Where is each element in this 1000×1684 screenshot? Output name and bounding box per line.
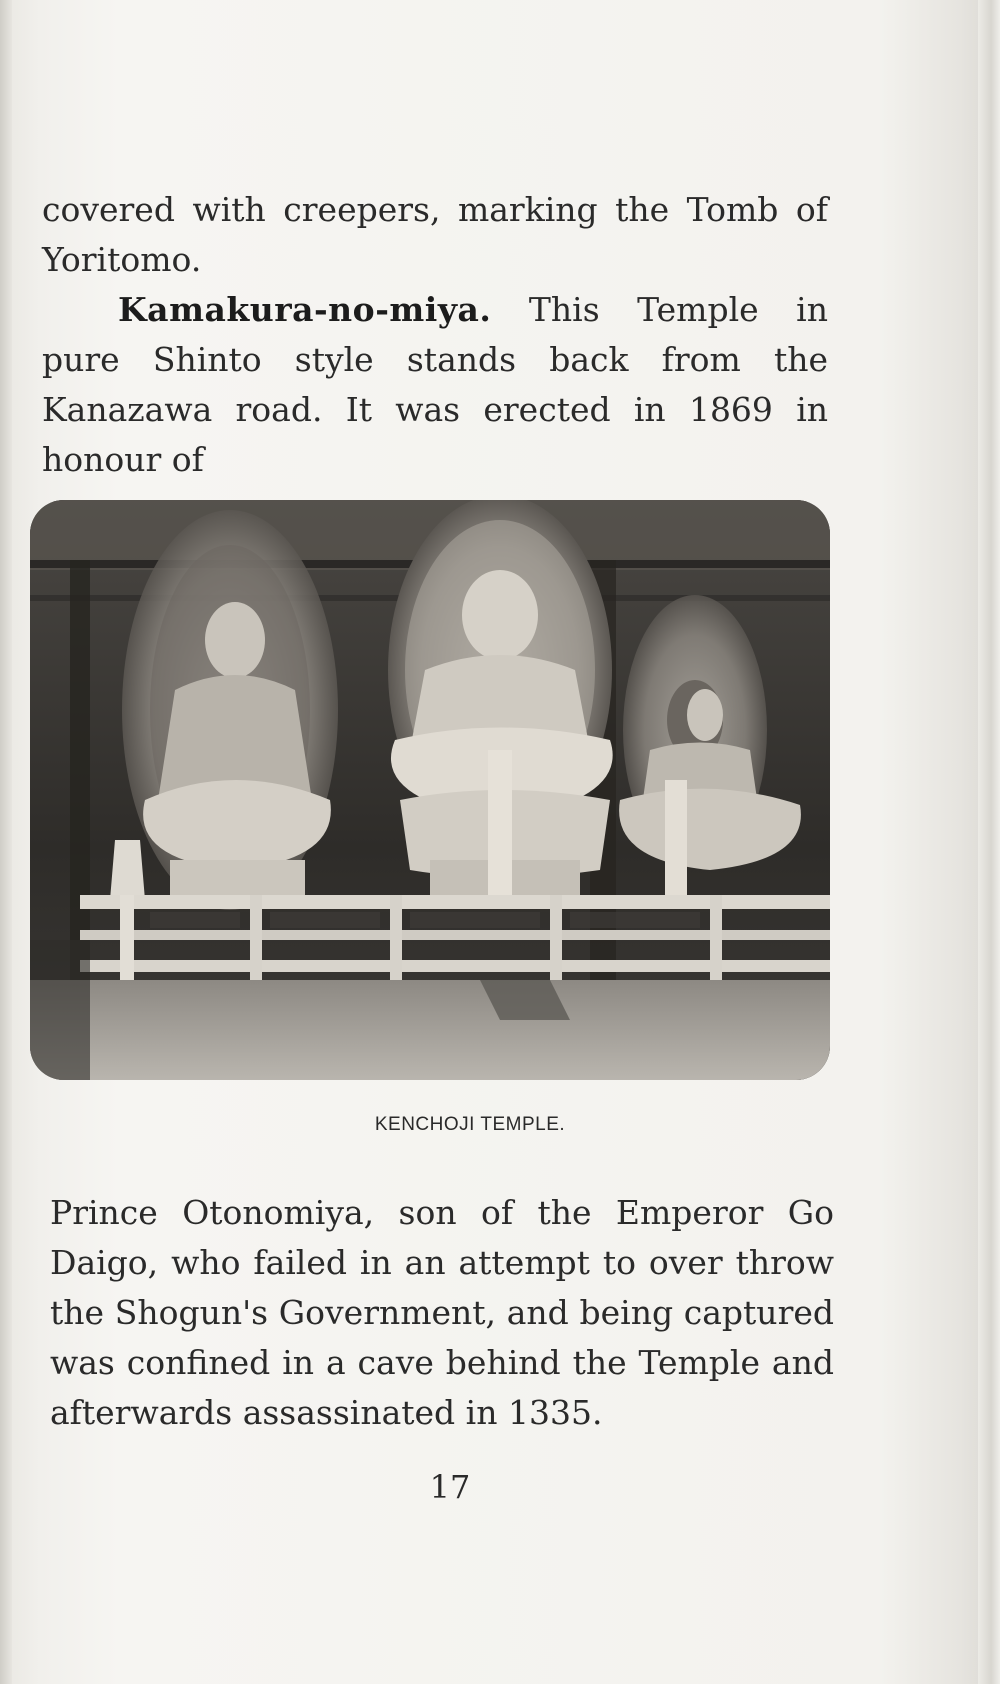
paragraph-kamakura-text: This Temple in pure Shinto style stands back from the Kanazawa road. It was erected in 1869 in honour of	[42, 290, 828, 479]
temple-floor	[30, 980, 830, 1080]
section-heading: Kamakura-no-miya.	[118, 290, 492, 329]
bottom-text-block	[50, 1188, 834, 1438]
page-number: 17	[429, 1468, 471, 1506]
paragraph-otonomiya: Prince Otonomiya, son of the Emperor Go Daigo, who failed in an attempt to over throw the Shogun's Government, and being captured was confined in a cave behind the Temple and afterwards assassinated in 1335.	[50, 1193, 834, 1432]
page-edge-right	[978, 0, 1000, 1684]
center-statue	[388, 500, 613, 900]
photo-caption: KENCHOJI TEMPLE.	[374, 1114, 566, 1135]
page-edge-left	[0, 0, 12, 1684]
paragraph-kamakura-no-miya	[42, 285, 828, 485]
kenchoji-statues-illustration	[30, 500, 830, 1080]
paragraph-yoritomo: covered with creepers, marking the Tomb of Yoritomo.	[42, 190, 828, 279]
temple-photograph	[30, 500, 830, 1080]
top-text-block	[42, 185, 828, 485]
